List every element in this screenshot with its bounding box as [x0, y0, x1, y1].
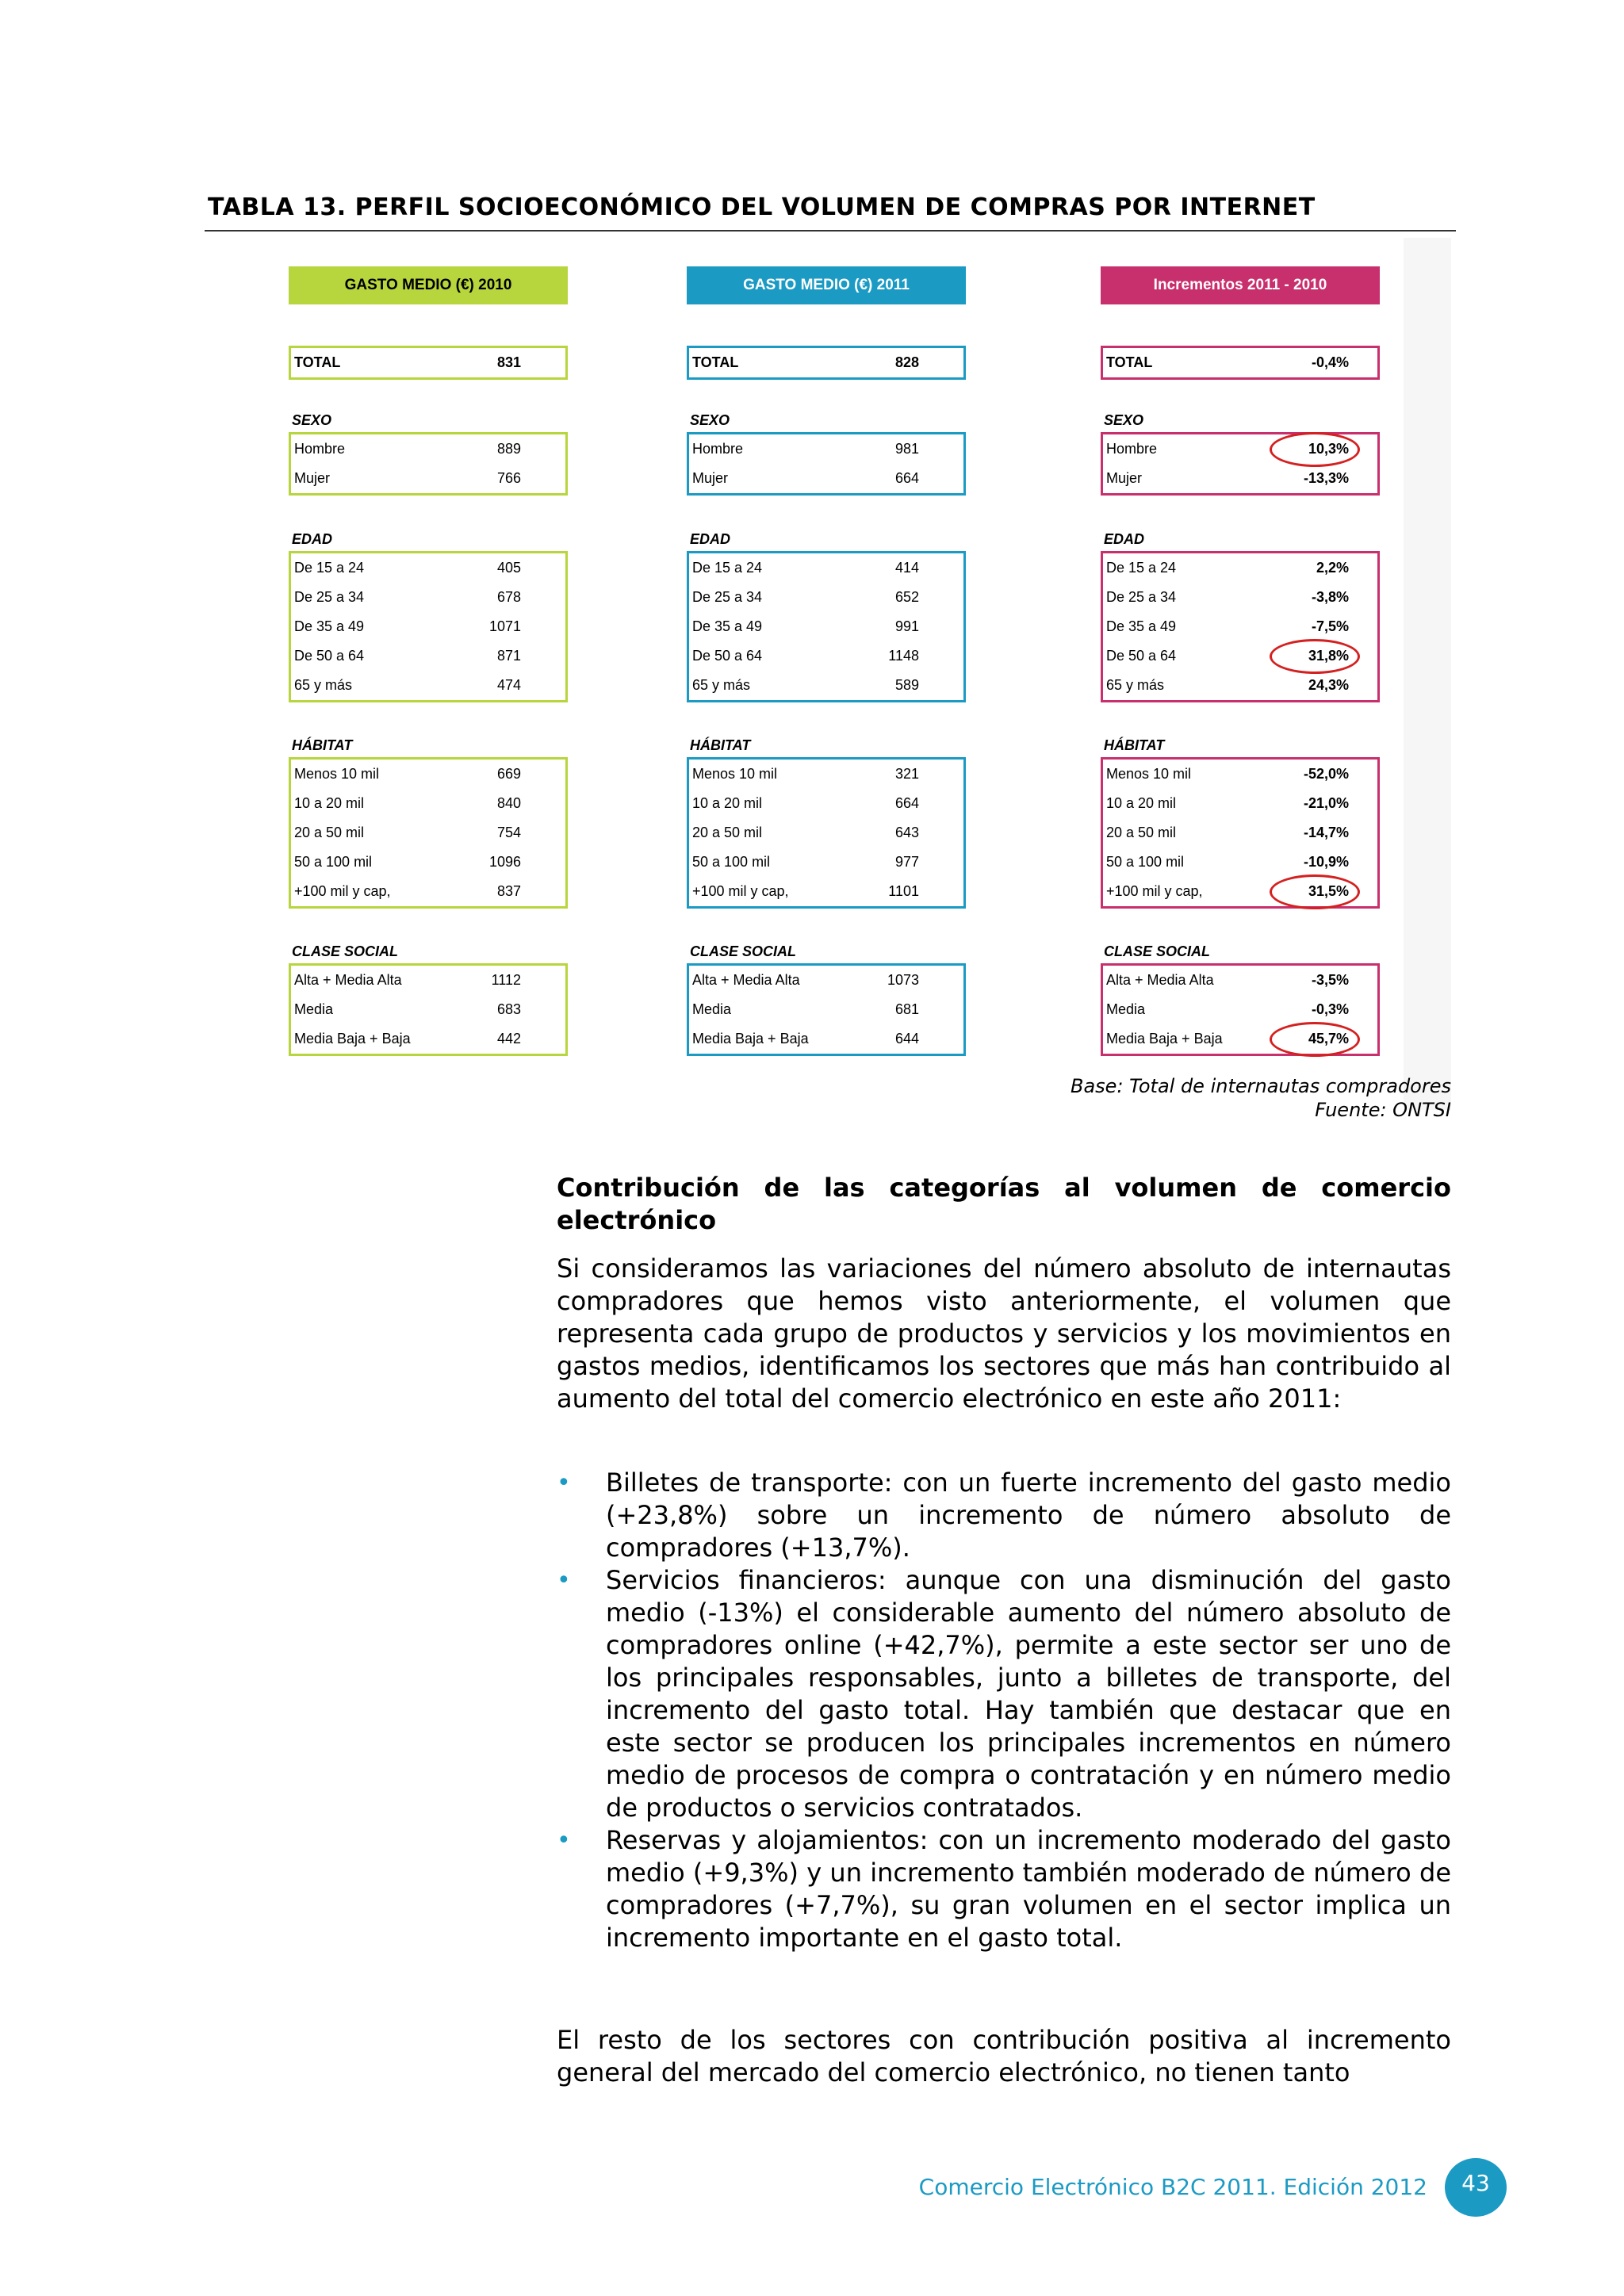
row-label: Media: [692, 1001, 732, 1017]
row-label: 10 a 20 mil: [692, 795, 763, 811]
row-label: De 50 a 64: [1106, 648, 1177, 664]
row-value: 766: [496, 470, 521, 486]
row-value: 664: [894, 795, 919, 811]
table-row: [689, 818, 963, 848]
row-label: De 35 a 49: [692, 618, 763, 634]
section-label-habitat: HÁBITAT: [1104, 737, 1165, 753]
row-value: 1101: [888, 883, 919, 899]
table-row: [1103, 848, 1377, 877]
table-row: [1103, 966, 1377, 995]
table-row: [1103, 641, 1377, 671]
table-row: [291, 1024, 565, 1054]
row-value: -0,4%: [1311, 354, 1349, 370]
table-row: [689, 789, 963, 818]
row-value: 828: [894, 354, 919, 370]
row-label: De 25 a 34: [1106, 589, 1177, 605]
article-bullets: [557, 1467, 1451, 1954]
section-label-edad: EDAD: [1104, 531, 1145, 547]
section-box-sexo: [1101, 432, 1380, 496]
row-value: -14,7%: [1303, 825, 1349, 840]
row-value: 889: [496, 441, 521, 457]
table-row: [291, 818, 565, 848]
table-row: [689, 553, 963, 583]
section-box-habitat: [1101, 757, 1380, 909]
row-value: 414: [894, 560, 919, 576]
row-label: De 50 a 64: [692, 648, 763, 664]
table-row: [689, 464, 963, 493]
table-row: [689, 671, 963, 700]
row-label: +100 mil y cap,: [1106, 883, 1203, 899]
table-row: [1103, 671, 1377, 700]
table-row: [291, 848, 565, 877]
table-row: [1103, 612, 1377, 641]
total-box: [687, 346, 966, 380]
row-label: Hombre: [692, 441, 744, 457]
bullet-dot-icon: •: [557, 1567, 571, 1594]
row-label: Media Baja + Baja: [294, 1031, 411, 1047]
row-label: 50 a 100 mil: [692, 854, 771, 870]
table-row: [1103, 995, 1377, 1024]
table-row: [689, 966, 963, 995]
row-label: Menos 10 mil: [294, 766, 380, 782]
row-value: 1112: [491, 972, 521, 988]
bullet-item: • Servicios financieros: aunque con una disminución del gasto medio (-13%) el considerable aumento del número absoluto de compradores online (+42,7%), permite a este sector ser uno de los principales responsables, junto a billetes de transporte, del incremento del gasto total. Hay también que destacar que en este sector se producen los principales incrementos en número medio de procesos de compra o contratación y en número medio de productos o servicios contratados.: [557, 1565, 1451, 1823]
row-value: 991: [894, 618, 919, 634]
row-label: Mujer: [1106, 470, 1143, 486]
row-value: 678: [496, 589, 521, 605]
section-box-sexo: [687, 432, 966, 496]
table-row: [1103, 434, 1377, 464]
row-label: TOTAL: [692, 354, 739, 370]
source-base: Base: Total de internautas compradores: [1071, 1075, 1451, 1097]
row-label: TOTAL: [1106, 354, 1153, 370]
row-label: +100 mil y cap,: [692, 883, 789, 899]
footer-text: Comercio Electrónico B2C 2011. Edición 2012: [918, 2174, 1427, 2200]
table-row: [1103, 818, 1377, 848]
table-row: [689, 760, 963, 789]
row-value: 1148: [888, 648, 919, 664]
row-label: 65 y más: [692, 677, 751, 693]
row-label: 20 a 50 mil: [692, 825, 763, 840]
section-box-habitat: [289, 757, 568, 909]
table-row: [291, 434, 565, 464]
table-row: [689, 1024, 963, 1054]
row-value: 321: [894, 766, 919, 782]
table-row: [1103, 1024, 1377, 1054]
bullet-item: • Reservas y alojamientos: con un incremento moderado del gasto medio (+9,3%) y un incremento también moderado de número de compradores (+7,7%), su gran volumen en el sector implica un incremento importante en el gasto total.: [557, 1825, 1451, 1953]
row-label: 10 a 20 mil: [1106, 795, 1177, 811]
row-value: 681: [894, 1001, 919, 1017]
row-label: 20 a 50 mil: [1106, 825, 1177, 840]
row-value: -52,0%: [1303, 766, 1349, 782]
table-row: [1103, 760, 1377, 789]
bullet-dot-icon: •: [557, 1827, 571, 1854]
table-row: [291, 641, 565, 671]
article-intro: Si consideramos las variaciones del número absoluto de internautas compradores que hemos visto anteriormente, el volumen que representa cada grupo de productos y servicios y los movimientos en gastos medios, identificamos los sectores que más han contribuido al aumento del total del comercio electrónico en este año 2011:: [557, 1253, 1451, 1414]
table-row: [689, 583, 963, 612]
table-row: [291, 464, 565, 493]
page-number: 43: [1445, 2158, 1507, 2217]
row-label: 10 a 20 mil: [294, 795, 365, 811]
row-value: 10,3%: [1308, 441, 1349, 457]
row-value: 1071: [488, 618, 521, 634]
row-value: 2,2%: [1316, 560, 1349, 576]
row-value: 754: [496, 825, 521, 840]
section-label-clase: CLASE SOCIAL: [1104, 943, 1211, 959]
row-value: 442: [496, 1031, 521, 1047]
section-label-clase: CLASE SOCIAL: [690, 943, 797, 959]
row-label: Media Baja + Baja: [692, 1031, 809, 1047]
section-box-habitat: [687, 757, 966, 909]
section-box-clase: [687, 963, 966, 1056]
article-closing: El resto de los sectores con contribución positiva al incremento general del mercado del comercio electrónico, no tienen tanto: [557, 2025, 1451, 2087]
column-header: GASTO MEDIO (€) 2011: [687, 266, 966, 304]
row-label: Hombre: [1106, 441, 1158, 457]
table-row: [689, 434, 963, 464]
row-value: 837: [496, 883, 521, 899]
row-value: 652: [894, 589, 919, 605]
table-row: [689, 612, 963, 641]
section-label-edad: EDAD: [292, 531, 333, 547]
table-row: [689, 848, 963, 877]
table-row: [291, 877, 565, 906]
row-label: De 25 a 34: [294, 589, 365, 605]
table-row: [689, 995, 963, 1024]
table-row: [291, 553, 565, 583]
table-row: [291, 995, 565, 1024]
row-label: De 15 a 24: [692, 560, 763, 576]
table-row: [1103, 348, 1377, 377]
section-box-edad: [687, 551, 966, 702]
row-label: Alta + Media Alta: [692, 972, 800, 988]
bullet-item: • Billetes de transporte: con un fuerte incremento del gasto medio (+23,8%) sobre un incremento de número absoluto de compradores (+13,7%).: [557, 1468, 1451, 1563]
section-label-edad: EDAD: [690, 531, 731, 547]
row-value: 644: [894, 1031, 919, 1047]
table-row: [291, 789, 565, 818]
table-row: [291, 966, 565, 995]
row-value: 977: [894, 854, 919, 870]
row-value: 31,5%: [1308, 883, 1349, 899]
article-subheading: Contribución de las categorías al volumen de comercio electrónico: [557, 1173, 1451, 1235]
row-value: 45,7%: [1308, 1031, 1349, 1047]
row-label: Alta + Media Alta: [294, 972, 402, 988]
row-label: TOTAL: [294, 354, 341, 370]
row-label: De 35 a 49: [1106, 618, 1177, 634]
table-row: [1103, 553, 1377, 583]
row-label: Media: [1106, 1001, 1146, 1017]
row-label: 20 a 50 mil: [294, 825, 365, 840]
table-row: [291, 348, 565, 377]
table-row: [1103, 583, 1377, 612]
row-value: 981: [894, 441, 919, 457]
section-box-sexo: [289, 432, 568, 496]
row-value: 589: [894, 677, 919, 693]
row-label: 65 y más: [294, 677, 353, 693]
row-value: -13,3%: [1303, 470, 1349, 486]
row-label: Alta + Media Alta: [1106, 972, 1214, 988]
section-label-habitat: HÁBITAT: [690, 737, 751, 753]
page-title: TABLA 13. PERFIL SOCIOECONÓMICO DEL VOLUMEN DE COMPRAS POR INTERNET: [208, 193, 1316, 221]
row-label: De 25 a 34: [692, 589, 763, 605]
total-box: [1101, 346, 1380, 380]
table-row: [689, 877, 963, 906]
row-value: 840: [496, 795, 521, 811]
row-label: De 15 a 24: [1106, 560, 1177, 576]
table-row: [689, 348, 963, 377]
row-label: Media: [294, 1001, 334, 1017]
row-label: 65 y más: [1106, 677, 1165, 693]
section-label-clase: CLASE SOCIAL: [292, 943, 399, 959]
row-label: Media Baja + Baja: [1106, 1031, 1223, 1047]
row-value: -3,5%: [1311, 972, 1349, 988]
row-label: Menos 10 mil: [1106, 766, 1192, 782]
row-value: 405: [496, 560, 521, 576]
margin-tint: [1404, 238, 1451, 1110]
row-value: -7,5%: [1311, 618, 1349, 634]
row-value: 643: [894, 825, 919, 840]
row-value: -3,8%: [1311, 589, 1349, 605]
row-value: 683: [496, 1001, 521, 1017]
row-label: 50 a 100 mil: [294, 854, 373, 870]
row-label: Mujer: [294, 470, 331, 486]
row-label: De 50 a 64: [294, 648, 365, 664]
row-value: 1073: [887, 972, 919, 988]
table-row: [291, 671, 565, 700]
total-box: [289, 346, 568, 380]
section-box-edad: [289, 551, 568, 702]
row-value: 1096: [488, 854, 521, 870]
section-box-clase: [289, 963, 568, 1056]
row-label: De 15 a 24: [294, 560, 365, 576]
title-rule: [205, 230, 1456, 232]
row-label: Menos 10 mil: [692, 766, 778, 782]
row-label: Hombre: [294, 441, 346, 457]
row-value: 24,3%: [1308, 677, 1349, 693]
column-header: GASTO MEDIO (€) 2010: [289, 266, 568, 304]
row-label: +100 mil y cap,: [294, 883, 391, 899]
row-label: 50 a 100 mil: [1106, 854, 1185, 870]
row-value: 831: [496, 354, 521, 370]
table-row: [1103, 464, 1377, 493]
row-value: -0,3%: [1311, 1001, 1349, 1017]
table-row: [689, 641, 963, 671]
table-row: [291, 583, 565, 612]
row-value: 474: [496, 677, 521, 693]
row-value: 669: [496, 766, 521, 782]
row-label: De 35 a 49: [294, 618, 365, 634]
section-label-sexo: SEXO: [690, 412, 730, 428]
table-row: [1103, 789, 1377, 818]
row-value: 664: [894, 470, 919, 486]
section-box-clase: [1101, 963, 1380, 1056]
section-label-habitat: HÁBITAT: [292, 737, 353, 753]
section-label-sexo: SEXO: [1104, 412, 1144, 428]
section-box-edad: [1101, 551, 1380, 702]
bullet-dot-icon: •: [557, 1469, 571, 1497]
row-label: Mujer: [692, 470, 729, 486]
row-value: 871: [496, 648, 521, 664]
table-row: [291, 612, 565, 641]
column-header: Incrementos 2011 - 2010: [1101, 266, 1380, 304]
row-value: -21,0%: [1303, 795, 1349, 811]
table-row: [1103, 877, 1377, 906]
source-fuente: Fuente: ONTSI: [1315, 1099, 1451, 1121]
row-value: 31,8%: [1308, 648, 1349, 664]
table-row: [291, 760, 565, 789]
section-label-sexo: SEXO: [292, 412, 332, 428]
row-value: -10,9%: [1303, 854, 1349, 870]
